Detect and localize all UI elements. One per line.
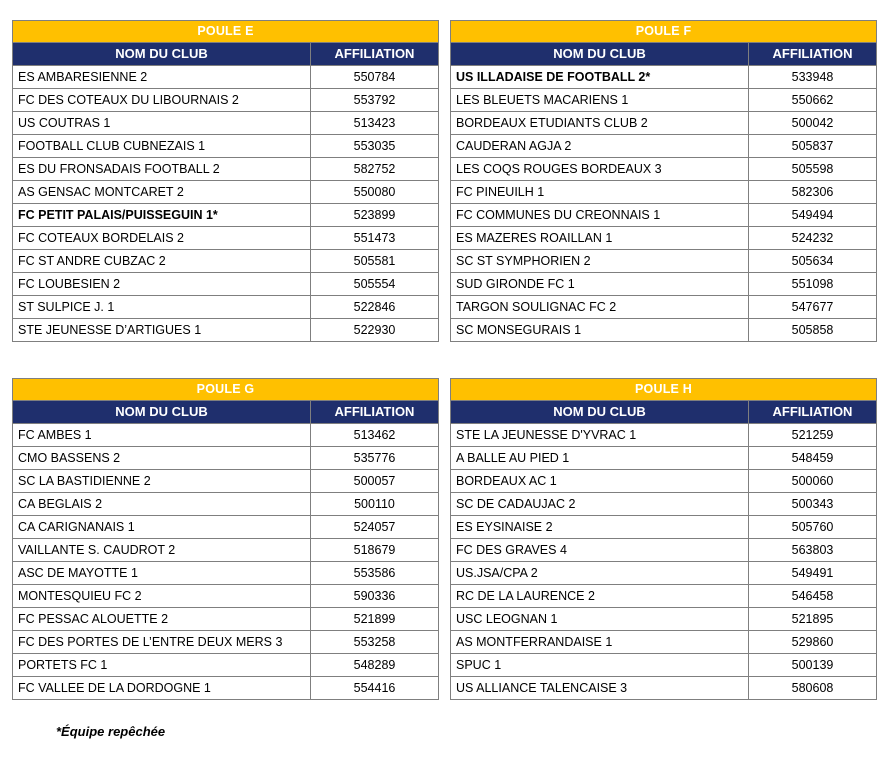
club-name: FC PINEUILH 1 [451, 181, 749, 204]
affiliation-number: 518679 [311, 539, 439, 562]
table-row [13, 296, 439, 319]
affiliation-number: 500042 [749, 112, 877, 135]
table-row [13, 470, 439, 493]
club-name: SUD GIRONDE FC 1 [451, 273, 749, 296]
affiliation-number: 550662 [749, 89, 877, 112]
affiliation-number: 554416 [311, 677, 439, 700]
table-row [13, 319, 439, 342]
club-name: SC ST SYMPHORIEN 2 [451, 250, 749, 273]
column-header-affiliation: AFFILIATION [311, 401, 439, 424]
club-name: STE JEUNESSE D’ARTIGUES 1 [13, 319, 311, 342]
affiliation-number: 505837 [749, 135, 877, 158]
club-name: FC DES PORTES DE L’ENTRE DEUX MERS 3 [13, 631, 311, 654]
affiliation-number: 547677 [749, 296, 877, 319]
affiliation-number: 546458 [749, 585, 877, 608]
club-name: FOOTBALL CLUB CUBNEZAIS 1 [13, 135, 311, 158]
column-header-affiliation: AFFILIATION [311, 43, 439, 66]
affiliation-number: 551098 [749, 273, 877, 296]
affiliation-number: 590336 [311, 585, 439, 608]
affiliation-number: 513462 [311, 424, 439, 447]
club-name: VAILLANTE S. CAUDROT 2 [13, 539, 311, 562]
affiliation-number: 505598 [749, 158, 877, 181]
table-row [13, 447, 439, 470]
poule-title: POULE G [13, 379, 439, 401]
affiliation-number: 548459 [749, 447, 877, 470]
affiliation-number: 522930 [311, 319, 439, 342]
table-row [451, 562, 877, 585]
table-row [451, 585, 877, 608]
table-row [451, 654, 877, 677]
poule-title: POULE H [451, 379, 877, 401]
affiliation-number: 563803 [749, 539, 877, 562]
affiliation-number: 521259 [749, 424, 877, 447]
club-name: FC DES COTEAUX DU LIBOURNAIS 2 [13, 89, 311, 112]
club-name: CAUDERAN AGJA 2 [451, 135, 749, 158]
table-row [451, 296, 877, 319]
table-row [13, 250, 439, 273]
column-header-affiliation: AFFILIATION [749, 43, 877, 66]
affiliation-number: 549491 [749, 562, 877, 585]
poule-title: POULE E [13, 21, 439, 43]
club-name: ES DU FRONSADAIS FOOTBALL 2 [13, 158, 311, 181]
affiliation-number: 505858 [749, 319, 877, 342]
table-row [13, 158, 439, 181]
column-header-club: NOM DU CLUB [451, 401, 749, 424]
club-name: FC VALLEE DE LA DORDOGNE 1 [13, 677, 311, 700]
affiliation-number: 529860 [749, 631, 877, 654]
table-row [13, 585, 439, 608]
table-row [451, 470, 877, 493]
table-row [451, 89, 877, 112]
affiliation-number: 580608 [749, 677, 877, 700]
club-name: A BALLE AU PIED 1 [451, 447, 749, 470]
table-row [13, 135, 439, 158]
club-name: FC AMBES 1 [13, 424, 311, 447]
affiliation-number: 513423 [311, 112, 439, 135]
club-name: LES COQS ROUGES BORDEAUX 3 [451, 158, 749, 181]
club-name: USC LEOGNAN 1 [451, 608, 749, 631]
club-name: US ALLIANCE TALENCAISE 3 [451, 677, 749, 700]
poule-h-table [450, 378, 877, 700]
affiliation-number: 521895 [749, 608, 877, 631]
club-name: ASC DE MAYOTTE 1 [13, 562, 311, 585]
club-name: FC PESSAC ALOUETTE 2 [13, 608, 311, 631]
affiliation-number: 551473 [311, 227, 439, 250]
affiliation-number: 582752 [311, 158, 439, 181]
poule-g-table [12, 378, 439, 700]
table-row [13, 112, 439, 135]
club-name: STE LA JEUNESSE D'YVRAC 1 [451, 424, 749, 447]
affiliation-number: 522846 [311, 296, 439, 319]
table-row [451, 319, 877, 342]
table-row [13, 608, 439, 631]
table-row [13, 516, 439, 539]
club-name: LES BLEUETS MACARIENS 1 [451, 89, 749, 112]
affiliation-number: 553035 [311, 135, 439, 158]
affiliation-number: 548289 [311, 654, 439, 677]
club-name: US COUTRAS 1 [13, 112, 311, 135]
table-row [451, 447, 877, 470]
club-name: FC COTEAUX BORDELAIS 2 [13, 227, 311, 250]
table-row [451, 158, 877, 181]
table-row [451, 516, 877, 539]
table-row [13, 677, 439, 700]
table-row [451, 424, 877, 447]
club-name: SC MONSEGURAIS 1 [451, 319, 749, 342]
affiliation-number: 521899 [311, 608, 439, 631]
table-row [13, 273, 439, 296]
club-name: CA CARIGNANAIS 1 [13, 516, 311, 539]
club-name: TARGON SOULIGNAC FC 2 [451, 296, 749, 319]
affiliation-number: 500110 [311, 493, 439, 516]
table-row [13, 181, 439, 204]
column-header-club: NOM DU CLUB [13, 401, 311, 424]
club-name: AS GENSAC MONTCARET 2 [13, 181, 311, 204]
club-name: BORDEAUX AC 1 [451, 470, 749, 493]
club-name: PORTETS FC 1 [13, 654, 311, 677]
club-name: ST SULPICE J. 1 [13, 296, 311, 319]
table-row [451, 493, 877, 516]
poule-f-table [450, 20, 877, 342]
affiliation-number: 533948 [749, 66, 877, 89]
club-name: RC DE LA LAURENCE 2 [451, 585, 749, 608]
club-name: AS MONTFERRANDAISE 1 [451, 631, 749, 654]
affiliation-number: 582306 [749, 181, 877, 204]
affiliation-number: 505581 [311, 250, 439, 273]
table-row [13, 631, 439, 654]
club-name: FC DES GRAVES 4 [451, 539, 749, 562]
affiliation-number: 500057 [311, 470, 439, 493]
poule-title: POULE F [451, 21, 877, 43]
table-row [451, 631, 877, 654]
affiliation-number: 524057 [311, 516, 439, 539]
affiliation-number: 553258 [311, 631, 439, 654]
club-name: SC DE CADAUJAC 2 [451, 493, 749, 516]
affiliation-number: 553586 [311, 562, 439, 585]
table-row [13, 539, 439, 562]
club-name: FC COMMUNES DU CREONNAIS 1 [451, 204, 749, 227]
club-name: SC LA BASTIDIENNE 2 [13, 470, 311, 493]
affiliation-number: 523899 [311, 204, 439, 227]
club-name: US ILLADAISE DE FOOTBALL 2* [451, 66, 749, 89]
club-name: CA BEGLAIS 2 [13, 493, 311, 516]
table-row [451, 273, 877, 296]
column-header-club: NOM DU CLUB [451, 43, 749, 66]
affiliation-number: 550784 [311, 66, 439, 89]
table-row [451, 608, 877, 631]
table-row [451, 250, 877, 273]
affiliation-number: 505760 [749, 516, 877, 539]
table-row [451, 227, 877, 250]
affiliation-number: 500139 [749, 654, 877, 677]
affiliation-number: 524232 [749, 227, 877, 250]
club-name: MONTESQUIEU FC 2 [13, 585, 311, 608]
table-row [13, 562, 439, 585]
club-name: ES AMBARESIENNE 2 [13, 66, 311, 89]
table-row [13, 66, 439, 89]
club-name: FC PETIT PALAIS/PUISSEGUIN 1* [13, 204, 311, 227]
table-row [451, 677, 877, 700]
affiliation-number: 505554 [311, 273, 439, 296]
club-name: FC LOUBESIEN 2 [13, 273, 311, 296]
table-row [451, 112, 877, 135]
table-row [451, 539, 877, 562]
affiliation-number: 553792 [311, 89, 439, 112]
affiliation-number: 549494 [749, 204, 877, 227]
table-row [13, 227, 439, 250]
column-header-affiliation: AFFILIATION [749, 401, 877, 424]
table-row [451, 181, 877, 204]
table-row [13, 424, 439, 447]
affiliation-number: 500060 [749, 470, 877, 493]
club-name: FC ST ANDRE CUBZAC 2 [13, 250, 311, 273]
table-row [451, 135, 877, 158]
club-name: ES EYSINAISE 2 [451, 516, 749, 539]
column-header-club: NOM DU CLUB [13, 43, 311, 66]
table-row [13, 89, 439, 112]
affiliation-number: 550080 [311, 181, 439, 204]
club-name: CMO BASSENS 2 [13, 447, 311, 470]
affiliation-number: 505634 [749, 250, 877, 273]
footnote: *Équipe repêchée [56, 724, 166, 739]
table-row [451, 204, 877, 227]
table-row [451, 66, 877, 89]
affiliation-number: 500343 [749, 493, 877, 516]
club-name: ES MAZERES ROAILLAN 1 [451, 227, 749, 250]
poule-e-table [12, 20, 439, 342]
club-name: US.JSA/CPA 2 [451, 562, 749, 585]
affiliation-number: 535776 [311, 447, 439, 470]
table-row [13, 654, 439, 677]
table-row [13, 204, 439, 227]
club-name: BORDEAUX ETUDIANTS CLUB 2 [451, 112, 749, 135]
table-row [13, 493, 439, 516]
club-name: SPUC 1 [451, 654, 749, 677]
